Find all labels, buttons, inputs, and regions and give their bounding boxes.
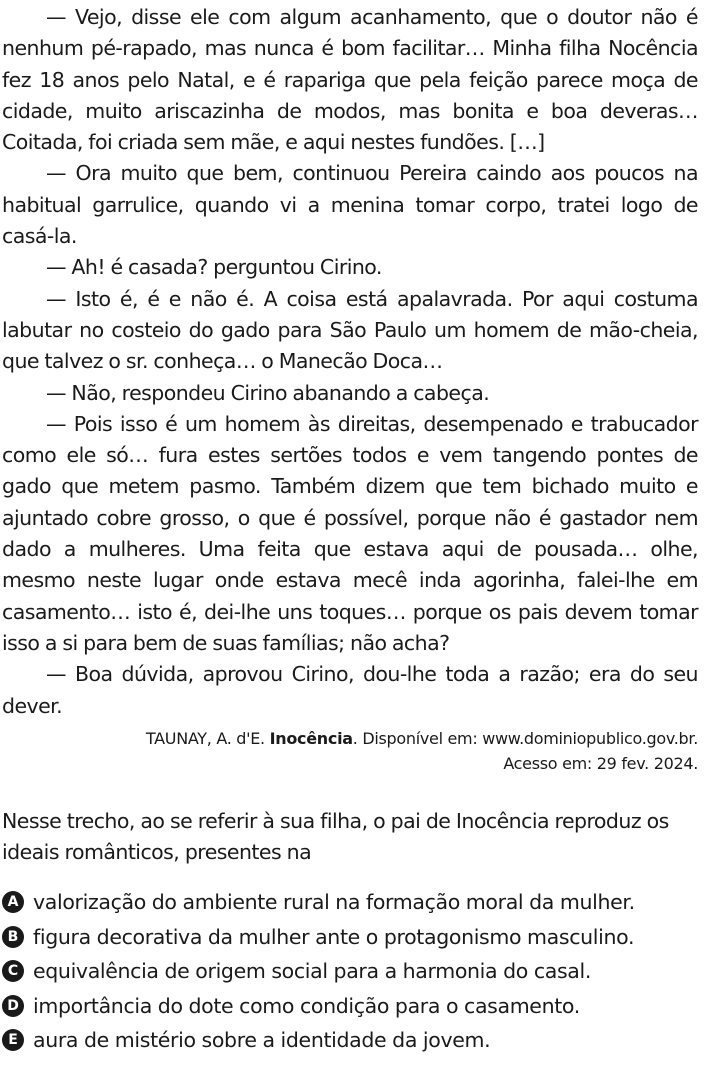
citation-source: . Disponível em: www.dominiopublico.gov.br.: [352, 728, 698, 748]
answer-options: [2, 885, 698, 1058]
option-text-e: aura de mistério sobre a identidade da jovem.: [33, 1028, 491, 1053]
source-citation: [2, 726, 698, 776]
option-text-a: valorização do ambiente rural na formação moral da mulher.: [33, 890, 635, 915]
option-a[interactable]: [2, 885, 698, 920]
option-text-c: equivalência de origem social para a harmonia do casal.: [33, 959, 592, 984]
excerpt-paragraph-5: — Não, respondeu Cirino abanando a cabeça.: [46, 380, 490, 405]
excerpt-paragraph-6: — Pois isso é um homem às direitas, desempenado e trabucador como ele só… fura estes sertões todos e vem tangendo pontes de gado que metem pasmo. Também dizem que tem bichado muito e ajuntado cobre grosso, o que é possível, porque não é gastador nem dado a mulheres. Uma feita que estava aqui de pousada… olhe, mesmo neste lugar onde estava mecê inda agorinha, falei-lhe em casamento… isto é, dei-lhe uns toques… porque os pais devem tomar isso a si para bem de suas famílias; não acha?: [2, 411, 698, 655]
citation-access-date: Acesso em: 29 fev. 2024.: [503, 753, 698, 773]
excerpt-paragraph-3: — Ah! é casada? perguntou Cirino.: [46, 255, 382, 280]
option-letter-a: A: [2, 891, 24, 913]
citation-author: TAUNAY, A. d'E.: [145, 728, 265, 748]
option-d[interactable]: [2, 988, 698, 1023]
literary-excerpt: [2, 2, 698, 722]
option-text-b: figura decorativa da mulher ante o protagonismo masculino.: [33, 924, 635, 949]
option-e[interactable]: [2, 1023, 698, 1058]
option-c[interactable]: [2, 954, 698, 989]
option-letter-b: B: [2, 926, 24, 948]
excerpt-paragraph-4: — Isto é, é e não é. A coisa está apalavrada. Por aqui costuma labutar no costeio do gado para São Paulo um homem de mão-cheia, que talvez o sr. conheça… o Manecão Doca…: [2, 286, 698, 374]
excerpt-paragraph-2: — Ora muito que bem, continuou Pereira caindo aos poucos na habitual garrulice, quando vi a menina tomar corpo, tratei logo de casá-la.: [2, 161, 698, 249]
question-page: [2, 2, 698, 1057]
citation-title: Inocência: [269, 728, 353, 748]
excerpt-paragraph-7: — Boa dúvida, aprovou Cirino, dou-lhe toda a razão; era do seu dever.: [2, 662, 698, 718]
option-letter-c: C: [2, 960, 24, 982]
option-b[interactable]: [2, 919, 698, 954]
excerpt-paragraph-1: — Vejo, disse ele com algum acanhamento, que o doutor não é nenhum pé-rapado, mas nunca é bom facilitar… Minha filha Nocência fez 18 anos pelo Natal, e é rapariga que pela feição parece moça de cidade, muito ariscazinha de modos, mas bonita e boa deveras… Coitada, foi criada sem mãe, e aqui nestes fundões. […]: [2, 5, 698, 155]
question-stem: Nesse trecho, ao se referir à sua filha, o pai de Inocência reproduz os ideais românticos, presentes na: [2, 808, 669, 865]
citation-line-1: [2, 726, 698, 751]
option-letter-e: E: [2, 1029, 24, 1051]
option-letter-d: D: [2, 995, 24, 1017]
option-text-d: importância do dote como condição para o casamento.: [33, 993, 580, 1018]
